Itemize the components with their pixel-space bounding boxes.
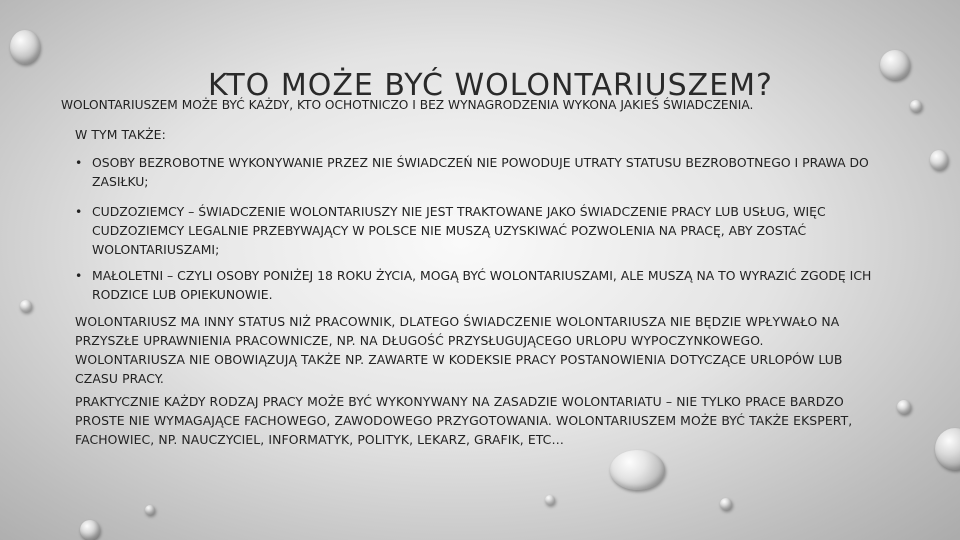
bullet-text: CUDZOZIEMCY – ŚWIADCZENIE WOLONTARIUSZY NIE JEST TRAKTOWANE JAKO ŚWIADCZENIE PRACY LUB USŁUG, WIĘC CUDZOZIEMCY LEGALNIE PRZEBYWAJĄCY W POLSCE NIE MUSZĄ UZYSKIWAĆ POZWOLENIA NA PRACĘ, ABY ZOSTAĆ WOLONTARIUSZAMI; <box>92 204 826 257</box>
bullet-text: MAŁOLETNI – CZYLI OSOBY PONIŻEJ 18 ROKU ŻYCIA, MOGĄ BYĆ WOLONTARIUSZAMI, ALE MUSZĄ NA TO WYRAZIĆ ZGODĘ ICH RODZICE LUB OPIEKUNOWIE. <box>92 268 872 302</box>
bullet-item-foreigners <box>75 202 875 259</box>
bullet-text: OSOBY BEZROBOTNE WYKONYWANIE PRZEZ NIE ŚWIADCZEŃ NIE POWODUJE UTRATY STATUSU BEZROBOTNEGO I PRAWA DO ZASIŁKU; <box>92 155 869 189</box>
droplet-decoration <box>20 300 32 312</box>
droplet-decoration <box>897 400 911 414</box>
droplet-decoration <box>720 498 732 510</box>
bullet-icon: • <box>75 155 83 170</box>
droplet-decoration <box>10 30 40 64</box>
droplet-decoration <box>545 495 555 505</box>
slide-subtitle: WOLONTARIUSZEM MOŻE BYĆ KAŻDY, KTO OCHOTNICZO I BEZ WYNAGRODZENIA WYKONA JAKIEŚ ŚWIADCZENIA. <box>61 98 754 112</box>
droplet-decoration <box>145 505 155 515</box>
bullet-item-minors <box>75 266 875 304</box>
droplet-decoration <box>610 450 665 490</box>
droplet-decoration <box>935 428 960 470</box>
slide-title: KTO MOŻE BYĆ WOLONTARIUSZEM? <box>208 68 773 103</box>
bullet-icon: • <box>75 268 83 283</box>
droplet-decoration <box>910 100 922 112</box>
droplet-decoration <box>880 50 910 80</box>
bullet-icon: • <box>75 204 83 219</box>
paragraph-status: WOLONTARIUSZ MA INNY STATUS NIŻ PRACOWNIK, DLATEGO ŚWIADCZENIE WOLONTARIUSZA NIE BĘDZIE WPŁYWAŁO NA PRZYSZŁE UPRAWNIENIA PRACOWNICZE, NP. NA DŁUGOŚĆ PRZYSŁUGUJĄCEGO URLOPU WYPOCZYNKOWEGO. WOLONTARIUSZA NIE OBOWIĄZUJĄ TAKŻE NP. ZAWARTE W KODEKSIE PRACY POSTANOWIENIA DOTYCZĄCE URLOPÓW LUB CZASU PRACY. <box>75 314 843 386</box>
droplet-decoration <box>930 150 948 170</box>
intro-text: W TYM TAKŻE: <box>75 127 166 142</box>
droplet-decoration <box>80 520 100 540</box>
bullet-item-unemployed <box>75 153 875 191</box>
paragraph-work: PRAKTYCZNIE KAŻDY RODZAJ PRACY MOŻE BYĆ WYKONYWANY NA ZASADZIE WOLONTARIATU – NIE TYLKO PRACE BARDZO PROSTE NIE WYMAGAJĄCE FACHOWEGO, ZAWODOWEGO PRZYGOTOWANIA. WOLONTARIUSZEM MOŻE BYĆ TAKŻE EKSPERT, FACHOWIEC, NP. NAUCZYCIEL, INFORMATYK, POLITYK, LEKARZ, GRAFIK, ETC… <box>75 394 853 447</box>
